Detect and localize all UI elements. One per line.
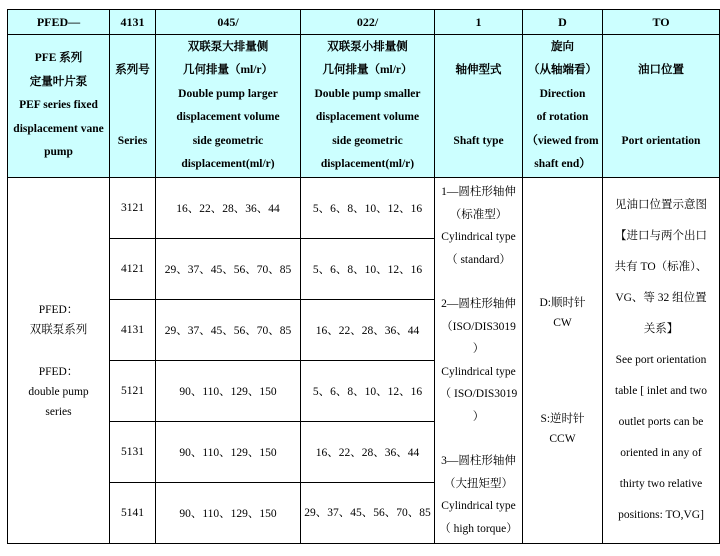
small-displacement-cell: 29、37、45、56、70、85 (301, 483, 435, 544)
port-en-line: oriented in any of (620, 447, 702, 459)
large-displacement-cell: 29、37、45、56、70、85 (156, 239, 301, 300)
rotation-line: CW (553, 316, 572, 329)
column-header-port-orientation (603, 35, 720, 178)
shaft-type-line: 1—圆柱形轴伸 (441, 186, 516, 198)
shaft-type-line: ） (472, 410, 485, 423)
series-cell: 5131 (110, 422, 156, 483)
shaft-type-cell (435, 178, 523, 544)
series-cell: 5121 (110, 361, 156, 422)
header-zh-line: PFE 系列 (34, 52, 83, 65)
code-cell-series: 4131 (110, 10, 156, 35)
header-en-line: Direction (539, 87, 586, 100)
shaft-type-line: （ ISO/DIS3019 (439, 388, 518, 400)
header-zh-line: 几何排量（ml/r） (182, 64, 274, 76)
port-zh-line: 关系】 (643, 323, 679, 335)
rotation-line: CCW (549, 432, 576, 445)
series-cell: 3121 (110, 178, 156, 239)
header-en-line: PEF series fixed (19, 99, 98, 112)
port-zh-line: VG、等 32 组位置 (615, 292, 707, 304)
small-displacement-cell: 5、6、8、10、12、16 (301, 239, 435, 300)
code-cell-shaft: 1 (435, 10, 523, 35)
shaft-type-line: Cylindrical type (441, 500, 516, 512)
shaft-type-line: ） (472, 343, 485, 355)
family-en-line: PFED： (38, 365, 79, 378)
code-cell-rotation: D (523, 10, 603, 35)
column-header-small-displacement (301, 35, 435, 178)
header-en-line: （viewed from (526, 134, 599, 147)
family-en-line: double pump (28, 385, 89, 398)
shaft-type-line: 2—圆柱形轴伸 (441, 298, 516, 310)
header-zh-line: 系列号 (115, 64, 150, 76)
shaft-type-line: Cylindrical type (441, 231, 516, 243)
rotation-line: S:逆时针 (540, 412, 585, 425)
rotation-line: D:顺时针 (539, 296, 586, 309)
header-en-line: pump (44, 146, 73, 159)
header-en-line: displacement(ml/r) (181, 158, 275, 170)
code-cell-model: PFED— (8, 10, 110, 35)
family-en-line: series (45, 405, 72, 418)
header-en-line: of rotation (536, 111, 589, 123)
family-zh-line: PFED： (38, 303, 79, 316)
header-zh-line: （从轴端看） (528, 64, 597, 76)
shaft-type-line: （大扭矩型） (444, 477, 513, 490)
port-en-line: outlet ports can be (618, 416, 704, 428)
large-displacement-cell: 90、110、129、150 (156, 422, 301, 483)
order-code-table-container (7, 9, 720, 544)
order-code-table (7, 9, 720, 544)
port-orientation-cell (603, 178, 720, 544)
port-en-line: See port orientation (615, 354, 707, 366)
series-cell: 4131 (110, 300, 156, 361)
table-row (8, 178, 720, 239)
header-en-line: displacement volume (176, 111, 280, 123)
header-en-line: side geometric (192, 134, 264, 147)
port-zh-line: 共有 TO（标准）、 (614, 261, 708, 273)
large-displacement-cell: 90、110、129、150 (156, 361, 301, 422)
shaft-type-line: 3—圆柱形轴伸 (441, 455, 516, 467)
small-displacement-cell: 5、6、8、10、12、16 (301, 361, 435, 422)
column-header-series (110, 35, 156, 178)
header-en-line: Series (117, 134, 148, 147)
column-header-rotation (523, 35, 603, 178)
header-zh-line: 双联泵小排量侧 (327, 40, 408, 53)
column-header-model (8, 35, 110, 178)
header-en-line: Port orientation (621, 134, 701, 147)
shaft-type-line: （ISO/DIS3019 (441, 320, 516, 333)
header-en-line: shaft end） (534, 158, 591, 170)
header-en-line: Shaft type (453, 134, 504, 147)
column-header-large-displacement (156, 35, 301, 178)
header-zh-line: 油口位置 (638, 64, 684, 76)
port-en-line: thirty two relative (619, 478, 703, 490)
large-displacement-cell: 16、22、28、36、44 (156, 178, 301, 239)
code-row (8, 10, 720, 35)
series-cell: 5141 (110, 483, 156, 544)
series-cell: 4121 (110, 239, 156, 300)
header-en-line: displacement volume (315, 111, 420, 123)
header-zh-line: 双联泵大排量侧 (187, 40, 269, 53)
column-header-row (8, 35, 720, 178)
code-cell-small-disp: 022/ (301, 10, 435, 35)
header-en-line: displacement(ml/r) (320, 158, 415, 170)
rotation-cell (523, 178, 603, 544)
header-zh-line: 轴伸型式 (455, 64, 502, 76)
shaft-type-line: （标准型） (449, 208, 508, 221)
small-displacement-cell: 5、6、8、10、12、16 (301, 178, 435, 239)
header-zh-line: 旋向 (551, 40, 574, 53)
shaft-type-line: （ high torque） (439, 522, 518, 535)
shaft-type-line: （ standard） (446, 253, 511, 266)
port-zh-line: 【进口与两个出口 (615, 230, 707, 242)
header-en-line: Double pump larger (178, 87, 278, 100)
header-en-line: Double pump smaller (314, 87, 421, 100)
port-en-line: table [ inlet and two (615, 385, 707, 397)
code-cell-large-disp: 045/ (156, 10, 301, 35)
family-zh-line: 双联泵系列 (29, 323, 88, 336)
header-en-line: displacement vane (13, 122, 104, 135)
large-displacement-cell: 29、37、45、56、70、85 (156, 300, 301, 361)
header-en-line: side geometric (332, 134, 403, 147)
small-displacement-cell: 16、22、28、36、44 (301, 300, 435, 361)
shaft-type-line: Cylindrical type (441, 365, 516, 378)
column-header-shaft-type (435, 35, 523, 178)
header-zh-line: 几何排量（ml/r） (322, 64, 413, 76)
header-zh-line: 定量叶片泵 (29, 75, 88, 88)
port-zh-line: 见油口位置示意图 (615, 199, 707, 211)
large-displacement-cell: 90、110、129、150 (156, 483, 301, 544)
code-cell-port: TO (603, 10, 720, 35)
port-en-line: positions: TO,VG] (618, 509, 704, 521)
small-displacement-cell: 16、22、28、36、44 (301, 422, 435, 483)
family-cell (8, 178, 110, 544)
